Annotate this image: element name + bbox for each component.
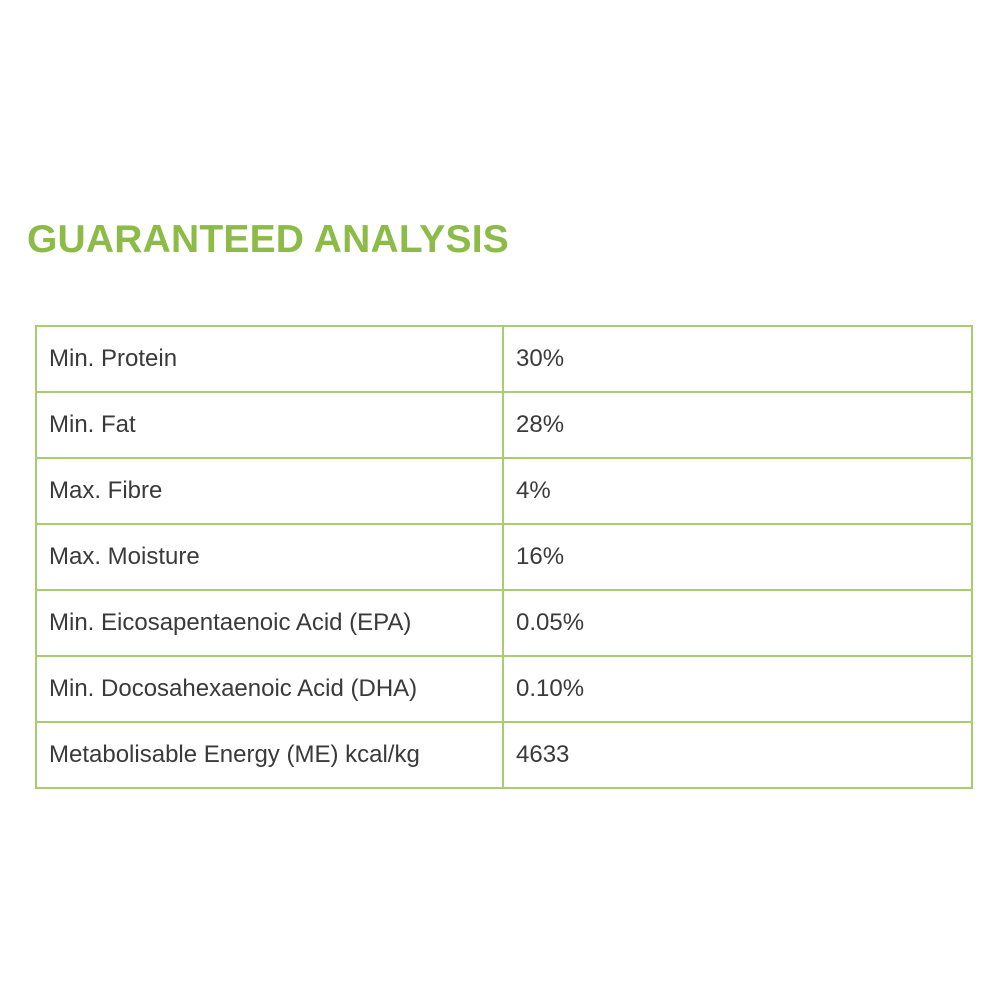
nutrient-value: 0.10% (503, 656, 972, 722)
table-row (36, 722, 972, 788)
nutrient-value: 16% (503, 524, 972, 590)
nutrient-value: 28% (503, 392, 972, 458)
table-row (36, 524, 972, 590)
nutrient-label: Max. Fibre (36, 458, 503, 524)
nutrient-label: Min. Fat (36, 392, 503, 458)
nutrient-label: Min. Protein (36, 326, 503, 392)
nutrient-label: Min. Eicosapentaenoic Acid (EPA) (36, 590, 503, 656)
nutrient-value: 4633 (503, 722, 972, 788)
table-row (36, 590, 972, 656)
nutrient-value: 4% (503, 458, 972, 524)
table-row (36, 392, 972, 458)
nutrient-value: 30% (503, 326, 972, 392)
page-title: GUARANTEED ANALYSIS (27, 218, 509, 261)
nutrient-value: 0.05% (503, 590, 972, 656)
nutrient-label: Metabolisable Energy (ME) kcal/kg (36, 722, 503, 788)
table-row (36, 458, 972, 524)
table-row (36, 656, 972, 722)
analysis-table (35, 325, 973, 789)
nutrient-label: Min. Docosahexaenoic Acid (DHA) (36, 656, 503, 722)
nutrient-label: Max. Moisture (36, 524, 503, 590)
table-row (36, 326, 972, 392)
